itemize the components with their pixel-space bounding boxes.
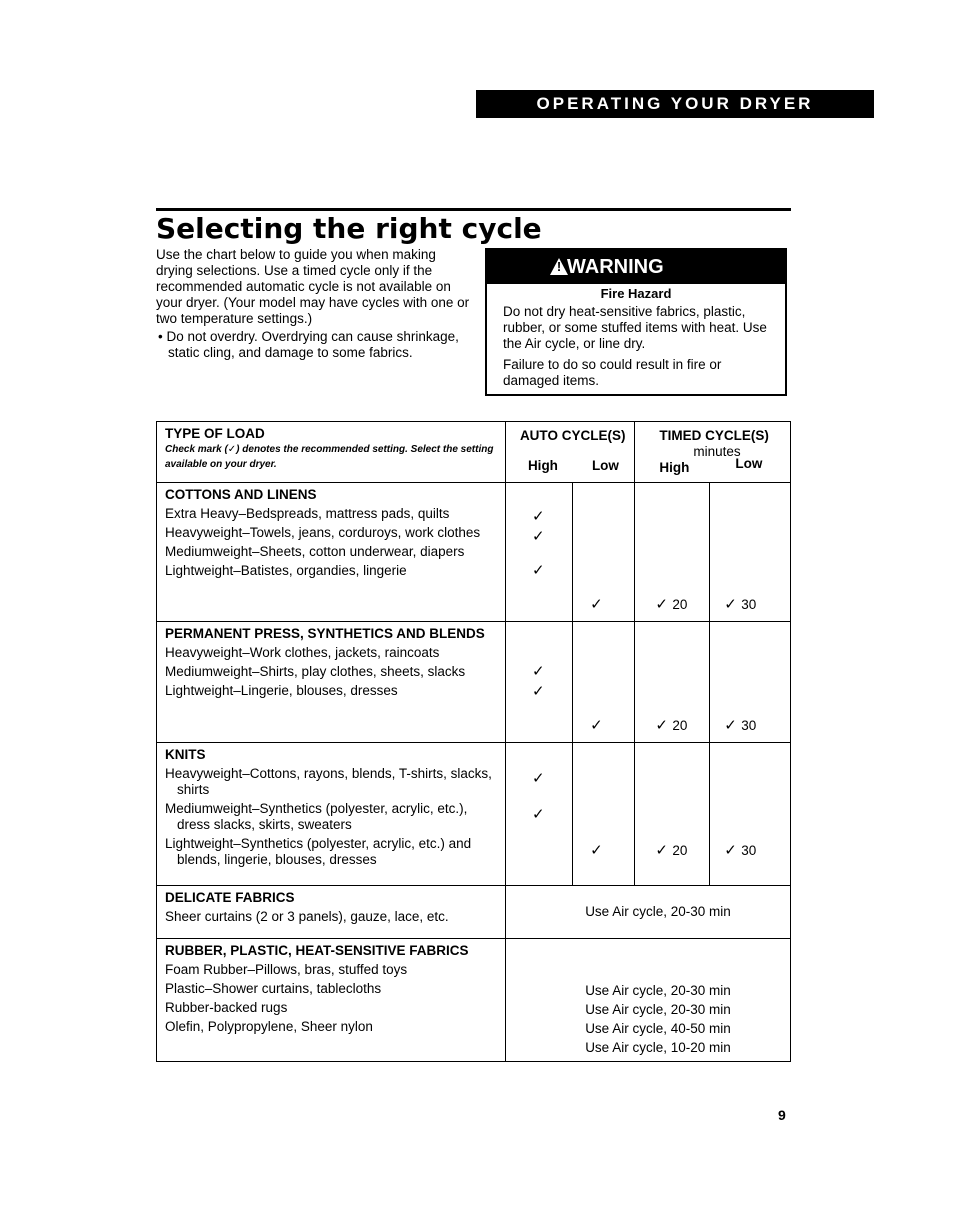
warning-box bbox=[485, 248, 787, 396]
title-rule bbox=[156, 208, 791, 211]
permpress-auto-low bbox=[573, 622, 635, 743]
list-item: Plastic–Shower curtains, tablecloths bbox=[165, 981, 382, 996]
list-item: Lightweight–Synthetics (polyester, acrylic, etc.) and blends, lingerie, blouses, dresses bbox=[165, 836, 472, 867]
timed-value: 30 bbox=[741, 597, 757, 612]
page-number: 9 bbox=[778, 1107, 786, 1123]
intro-paragraph: Use the chart below to guide you when making drying selections. Use a timed cycle only if the recommended automatic cycle is not available on your dryer. (Your model may have cycles with one or two temperature settings.) bbox=[156, 247, 470, 326]
warning-subtitle: Fire Hazard bbox=[600, 286, 672, 301]
intro-text bbox=[156, 247, 471, 361]
list-item: Extra Heavy–Bedspreads, mattress pads, quilts bbox=[165, 506, 450, 521]
warning-body bbox=[487, 301, 785, 389]
cottons-timed-low bbox=[710, 483, 791, 622]
type-of-load-note: Check mark (✓) denotes the recommended setting. Select the setting available on your dryer. bbox=[165, 444, 494, 470]
delicate-load-cell bbox=[157, 886, 506, 939]
timed-value: 30 bbox=[741, 843, 757, 858]
table-row bbox=[157, 483, 791, 622]
rubber-load-cell bbox=[157, 939, 506, 1062]
list-item: Heavyweight–Cottons, rayons, blends, T-shirts, slacks, shirts bbox=[165, 766, 492, 797]
check-mark: ✓ bbox=[531, 806, 545, 823]
cottons-auto-low bbox=[573, 483, 635, 622]
cycle-table bbox=[156, 421, 791, 1062]
warning-text-1: Do not dry heat-sensitive fabrics, plastic, rubber, or some stuffed items with heat. Use the Air cycle, or line dry. bbox=[503, 304, 767, 351]
type-of-load-label: TYPE OF LOAD bbox=[165, 426, 265, 441]
check-mark: ✓ bbox=[655, 596, 668, 613]
list-item: Rubber-backed rugs bbox=[165, 1000, 288, 1015]
list-item: Lightweight–Lingerie, blouses, dresses bbox=[165, 683, 398, 698]
list-item: Foam Rubber–Pillows, bras, stuffed toys bbox=[165, 962, 408, 977]
type-of-load-header bbox=[157, 422, 506, 483]
exclamation-icon: ! bbox=[556, 259, 562, 274]
cottons-timed-high bbox=[635, 483, 710, 622]
timed-high-label: High bbox=[659, 460, 690, 475]
knits-timed-low bbox=[710, 743, 791, 886]
timed-value: 20 bbox=[672, 597, 688, 612]
knits-auto-low bbox=[573, 743, 635, 886]
check-mark: ✓ bbox=[655, 842, 668, 859]
list-item: Heavyweight–Towels, jeans, corduroys, work clothes bbox=[165, 525, 481, 540]
knits-title: KNITS bbox=[165, 747, 206, 762]
section-banner: OPERATING YOUR DRYER bbox=[476, 90, 874, 118]
warning-label: WARNING bbox=[567, 256, 664, 278]
check-mark: ✓ bbox=[590, 842, 603, 859]
list-item: Mediumweight–Synthetics (polyester, acrylic, etc.), dress slacks, skirts, sweaters bbox=[165, 801, 468, 832]
check-mark: ✓ bbox=[531, 663, 545, 680]
timed-value: 20 bbox=[672, 718, 688, 733]
air-cycle-text: Use Air cycle, 20-30 min bbox=[585, 983, 731, 998]
warning-header bbox=[487, 250, 785, 284]
rubber-air-cell bbox=[505, 939, 790, 1062]
timed-value: 20 bbox=[672, 843, 688, 858]
table-row bbox=[157, 886, 791, 939]
timed-cycle-header bbox=[635, 422, 791, 483]
table-row bbox=[157, 939, 791, 1062]
timed-cycle-label: TIMED CYCLE(S) bbox=[659, 428, 769, 443]
air-cycle-text: Use Air cycle, 20-30 min bbox=[585, 904, 731, 919]
list-item: Heavyweight–Work clothes, jackets, raincoats bbox=[165, 645, 440, 660]
check-mark: ✓ bbox=[724, 842, 737, 859]
air-cycle-text: Use Air cycle, 20-30 min bbox=[585, 1002, 731, 1017]
air-cycle-text: Use Air cycle, 10-20 min bbox=[585, 1040, 731, 1055]
delicate-air-cell bbox=[505, 886, 790, 939]
check-mark: ✓ bbox=[655, 717, 668, 734]
check-mark: ✓ bbox=[590, 717, 603, 734]
check-mark: ✓ bbox=[590, 596, 603, 613]
knits-load-cell bbox=[157, 743, 506, 886]
permpress-title: PERMANENT PRESS, SYNTHETICS AND BLENDS bbox=[165, 626, 485, 641]
air-cycle-text: Use Air cycle, 40-50 min bbox=[585, 1021, 731, 1036]
timed-low-label: Low bbox=[735, 456, 763, 471]
table-row bbox=[157, 743, 791, 886]
table-row bbox=[157, 622, 791, 743]
timed-value: 30 bbox=[741, 718, 757, 733]
auto-cycle-label: AUTO CYCLE(S) bbox=[519, 428, 626, 443]
permpress-timed-low bbox=[710, 622, 791, 743]
permpress-load-cell bbox=[157, 622, 506, 743]
list-item: Mediumweight–Shirts, play clothes, sheets, slacks bbox=[165, 664, 466, 679]
check-mark: ✓ bbox=[531, 508, 545, 525]
rubber-title: RUBBER, PLASTIC, HEAT-SENSITIVE FABRICS bbox=[165, 943, 469, 958]
check-mark: ✓ bbox=[531, 562, 545, 579]
air-cycle-list bbox=[506, 983, 790, 1061]
list-item: Mediumweight–Sheets, cotton underwear, diapers bbox=[165, 544, 465, 559]
intro-bullet: • Do not overdry. Overdrying can cause shrinkage, static cling, and damage to some fabrics. bbox=[158, 329, 459, 360]
table-header-row bbox=[157, 422, 791, 483]
cottons-title: COTTONS AND LINENS bbox=[165, 487, 317, 502]
check-mark: ✓ bbox=[531, 770, 545, 787]
intro-bullet-text: Do not overdry. Overdrying can cause shrinkage, static cling, and damage to some fabrics. bbox=[166, 329, 459, 360]
warning-text-2: Failure to do so could result in fire or damaged items. bbox=[503, 357, 722, 388]
check-mark: ✓ bbox=[531, 528, 545, 545]
delicate-title: DELICATE FABRICS bbox=[165, 890, 295, 905]
list-item: Olefin, Polypropylene, Sheer nylon bbox=[165, 1019, 373, 1034]
check-mark: ✓ bbox=[724, 717, 737, 734]
list-item: Lightweight–Batistes, organdies, lingerie bbox=[165, 563, 407, 578]
knits-timed-high bbox=[635, 743, 710, 886]
timed-unit-label: minutes bbox=[693, 444, 741, 459]
knits-auto-high bbox=[505, 743, 572, 886]
auto-low-label: Low bbox=[591, 458, 619, 473]
permpress-timed-high bbox=[635, 622, 710, 743]
check-mark: ✓ bbox=[531, 683, 545, 700]
cottons-load-cell bbox=[157, 483, 506, 622]
auto-cycle-header bbox=[505, 422, 634, 483]
permpress-auto-high bbox=[505, 622, 572, 743]
page-title: Selecting the right cycle bbox=[156, 212, 542, 245]
check-mark: ✓ bbox=[724, 596, 737, 613]
auto-high-label: High bbox=[527, 458, 558, 473]
cottons-auto-high bbox=[505, 483, 572, 622]
list-item: Sheer curtains (2 or 3 panels), gauze, lace, etc. bbox=[165, 909, 449, 924]
